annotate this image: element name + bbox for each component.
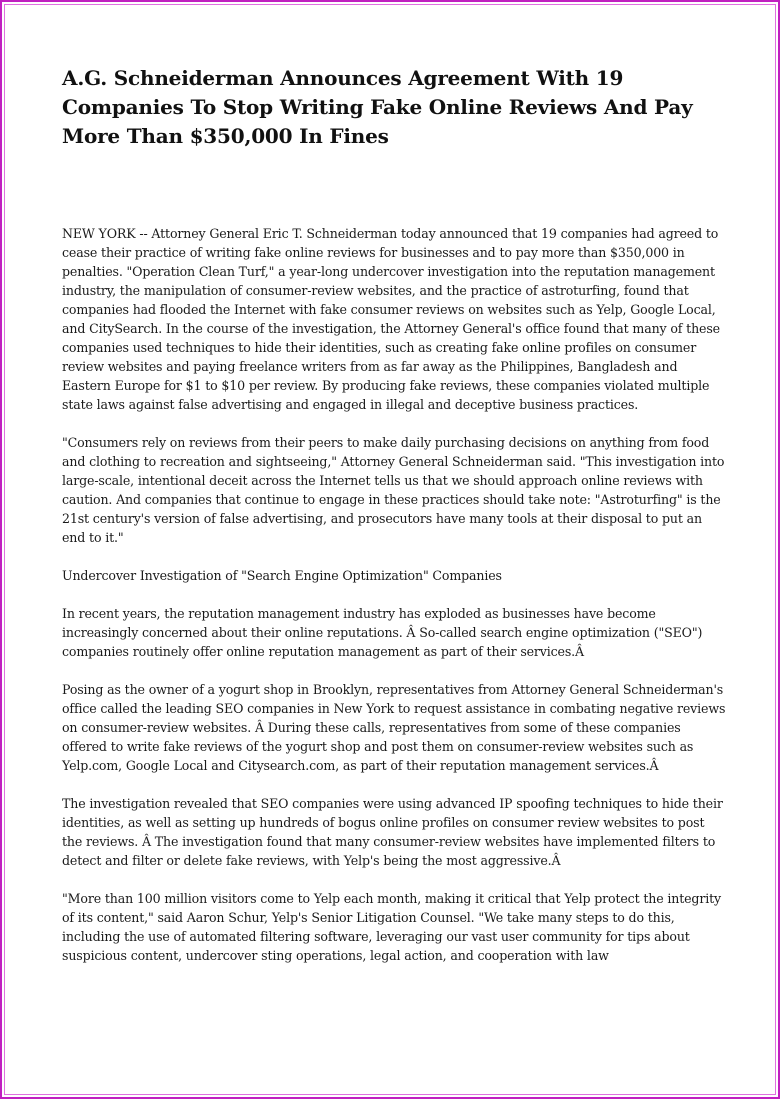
article [62,64,726,984]
article-body [62,224,726,965]
article-title: A.G. Schneiderman Announces Agreement With 19 Companies To Stop Writing Fake Online Reviews And Pay More Than $350,000 In Fines [62,66,693,148]
paragraph-industry: In recent years, the reputation management industry has exploded as businesses have become increasingly concerned about their online reputations. Â So-called search engine optimization ("SEO") companies routinely offer online reputation management as part of their services.Â [62,606,703,659]
section-heading: Undercover Investigation of "Search Engine Optimization" Companies [62,568,502,583]
paragraph-quote: "Consumers rely on reviews from their peers to make daily purchasing decisions on anything from food and clothing to recreation and sightseeing," Attorney General Schneiderman said. "This investigation into large-scale, intentional deceit across the Internet tells us that we should approach online reviews with caution. And companies that continue to engage in these practices should take note: "Astroturfing" is the 21st century's version of false advertising, and prosecutors have many tools at their disposal to put an end to it." [62,435,725,545]
paragraph-intro: NEW YORK -- Attorney General Eric T. Schneiderman today announced that 19 companies had agreed to cease their practice of writing fake online reviews for businesses and to pay more than $350,000 in penalties. "Operation Clean Turf," a year-long undercover investigation into the reputation management industry, the manipulation of consumer-review websites, and the practice of astroturfing, found that companies had flooded the Internet with fake consumer reviews on websites such as Yelp, Google Local, and CitySearch. In the course of the investigation, the Attorney General's office found that many of these companies used techniques to hide their identities, such as creating fake online profiles on consumer review websites and paying freelance writers from as far away as the Philippines, Bangladesh and Eastern Europe for $1 to $10 per review. By producing fake reviews, these companies violated multiple state laws against false advertising and engaged in illegal and deceptive business practices. [62,226,720,412]
paragraph-yelp-quote: "More than 100 million visitors come to Yelp each month, making it critical that Yelp protect the integrity of its content," said Aaron Schur, Yelp's Senior Litigation Counsel. "We take many steps to do this, including the use of automated filtering software, leveraging our vast user community for tips about suspicious content, undercover sting operations, legal action, and cooperation with law [62,891,721,963]
paragraph-findings: The investigation revealed that SEO companies were using advanced IP spoofing techniques to hide their identities, as well as setting up hundreds of bogus online profiles on consumer review websites to post the reviews. Â The investigation found that many consumer-review websites have implemented filters to detect and filter or delete fake reviews, with Yelp's being the most aggressive.Â [62,796,723,868]
paragraph-yogurt-shop: Posing as the owner of a yogurt shop in Brooklyn, representatives from Attorney General Schneiderman's office called the leading SEO companies in New York to request assistance in combating negative reviews on consumer-review websites. Â During these calls, representatives from some of these companies offered to write fake reviews of the yogurt shop and post them on consumer-review websites such as Yelp.com, Google Local and Citysearch.com, as part of their reputation management services.Â [62,682,726,773]
